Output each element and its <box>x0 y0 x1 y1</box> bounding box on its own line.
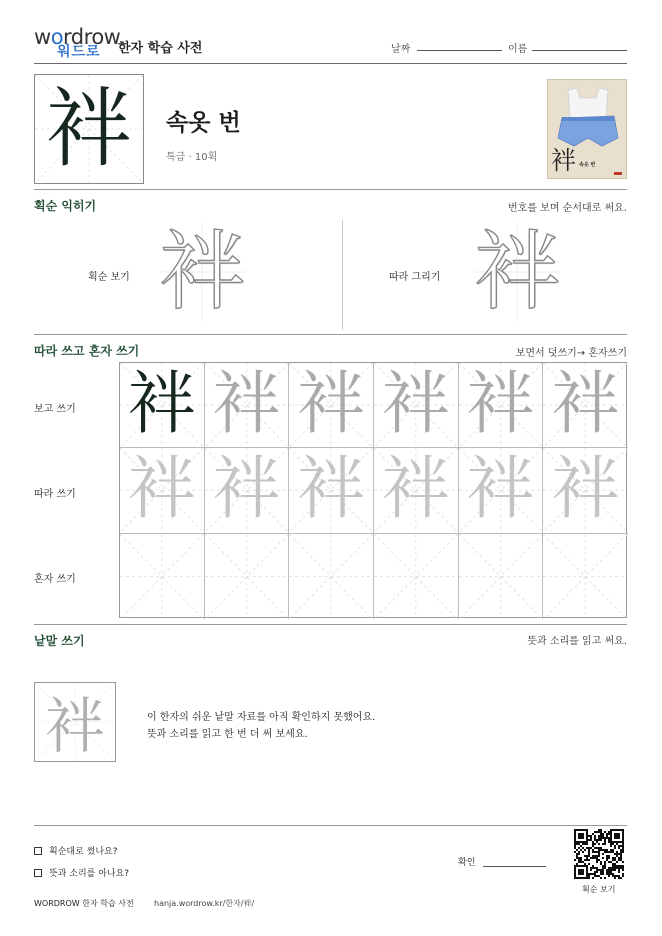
underwear-illustration <box>547 79 627 179</box>
practice-cell[interactable] <box>205 448 290 533</box>
grade-strokes: 특급 · 10획 <box>166 152 218 163</box>
checklist-item-meaning[interactable] <box>34 866 129 879</box>
qr-label: 획순 보기 <box>582 885 616 894</box>
practice-section-title: 따라 쓰고 혼자 쓰기 <box>34 344 140 358</box>
practice-cell[interactable] <box>120 534 205 619</box>
checklist-label: 뜻과 소리를 아나요? <box>49 869 130 879</box>
word-message-2: 뜻과 소리를 읽고 한 번 더 써 보세요. <box>147 729 308 740</box>
site-title: 한자 학습 사전 <box>118 41 203 56</box>
practice-cell[interactable] <box>374 448 459 533</box>
cell-guide-lines <box>205 534 289 619</box>
practice-cell[interactable] <box>205 363 290 448</box>
hanja-meaning: 속옷 번 <box>166 110 241 136</box>
cell-guide-lines <box>289 534 373 619</box>
stroke-divider <box>342 220 343 330</box>
practice-section-note: 보면서 덧쓰기→ 혼자쓰기 <box>515 348 627 359</box>
practice-cell[interactable] <box>459 534 544 619</box>
stroke-trace-figure <box>475 222 560 322</box>
row-label-trace: 따라 쓰기 <box>34 489 76 500</box>
row-label-view: 보고 쓰기 <box>34 404 76 415</box>
practice-cell[interactable] <box>289 363 374 448</box>
confirm-field[interactable] <box>483 866 546 867</box>
word-message-1: 이 한자의 쉬운 낱말 자료를 아직 확인하지 못했어요. <box>147 712 376 723</box>
main-hanja: 袢 <box>46 79 132 179</box>
thumb-tag <box>614 172 622 175</box>
practice-cell[interactable] <box>205 534 290 619</box>
practice-cell[interactable] <box>459 363 544 448</box>
practice-cell[interactable] <box>543 363 628 448</box>
practice-hanja: 袢 <box>466 365 535 445</box>
logo-korean: 워드로 <box>57 44 101 60</box>
section-divider <box>34 189 627 190</box>
practice-hanja: 袢 <box>551 365 620 445</box>
section-divider <box>34 624 627 625</box>
stroke-order-hanja: 袢 <box>159 222 246 322</box>
practice-cell[interactable] <box>543 534 628 619</box>
practice-hanja: 袢 <box>381 450 450 530</box>
practice-cell[interactable] <box>374 534 459 619</box>
stroke-section-title: 획순 익히기 <box>34 199 97 213</box>
practice-hanja: 袢 <box>127 450 196 530</box>
cell-guide-lines <box>374 534 458 619</box>
practice-hanja: 袢 <box>212 450 281 530</box>
confirm-label: 확인 <box>458 858 476 868</box>
practice-hanja: 袢 <box>297 365 366 445</box>
practice-cell[interactable] <box>374 363 459 448</box>
word-section-title: 낱말 쓰기 <box>34 634 85 648</box>
practice-cell[interactable] <box>120 363 205 448</box>
practice-hanja: 袢 <box>466 450 535 530</box>
cell-guide-lines <box>120 534 204 619</box>
row-label-alone: 혼자 쓰기 <box>34 574 76 585</box>
checkbox-icon[interactable] <box>34 869 42 877</box>
practice-hanja: 袢 <box>551 450 620 530</box>
name-field[interactable] <box>532 50 627 51</box>
practice-cell[interactable] <box>543 448 628 533</box>
date-label: 날짜 <box>391 44 411 55</box>
main-hanja-box <box>34 74 144 184</box>
practice-hanja: 袢 <box>212 365 281 445</box>
word-hanja-box <box>34 682 116 762</box>
checklist-item-stroke-order[interactable] <box>34 844 118 857</box>
practice-cell[interactable] <box>289 448 374 533</box>
header-divider <box>34 63 627 64</box>
stroke-view-label: 획순 보기 <box>88 272 130 283</box>
practice-hanja: 袢 <box>297 450 366 530</box>
section-divider <box>34 825 627 826</box>
practice-hanja: 袢 <box>127 365 196 445</box>
footer-brand: WORDROW 한자 학습 사전 <box>34 899 134 908</box>
qr-code-icon[interactable] <box>574 829 624 879</box>
name-label: 이름 <box>508 44 528 55</box>
practice-hanja: 袢 <box>381 365 450 445</box>
cell-guide-lines <box>459 534 543 619</box>
thumb-hanja: 袢 <box>551 146 577 175</box>
stroke-section-note: 번호를 보며 순서대로 써요. <box>508 203 627 214</box>
logo-wordrow: wordrow <box>34 25 121 49</box>
word-hanja: 袢 <box>45 692 105 762</box>
thumb-caption: 속옷 번 <box>579 162 596 168</box>
stroke-trace-hanja: 袢 <box>474 222 561 322</box>
date-field[interactable] <box>417 50 502 51</box>
stroke-order-figure <box>160 222 245 322</box>
cell-guide-lines <box>543 534 628 619</box>
practice-cell[interactable] <box>289 534 374 619</box>
stroke-trace-label: 따라 그리기 <box>389 272 441 283</box>
word-section-note: 뜻과 소리를 읽고 써요. <box>527 636 627 647</box>
practice-grid <box>119 362 627 618</box>
footer-url[interactable]: hanja.wordrow.kr/한자/袢/ <box>154 899 255 908</box>
section-divider <box>34 334 627 335</box>
checkbox-icon[interactable] <box>34 847 42 855</box>
practice-cell[interactable] <box>459 448 544 533</box>
checklist-label: 획순대로 썼나요? <box>49 847 118 857</box>
practice-cell[interactable] <box>120 448 205 533</box>
